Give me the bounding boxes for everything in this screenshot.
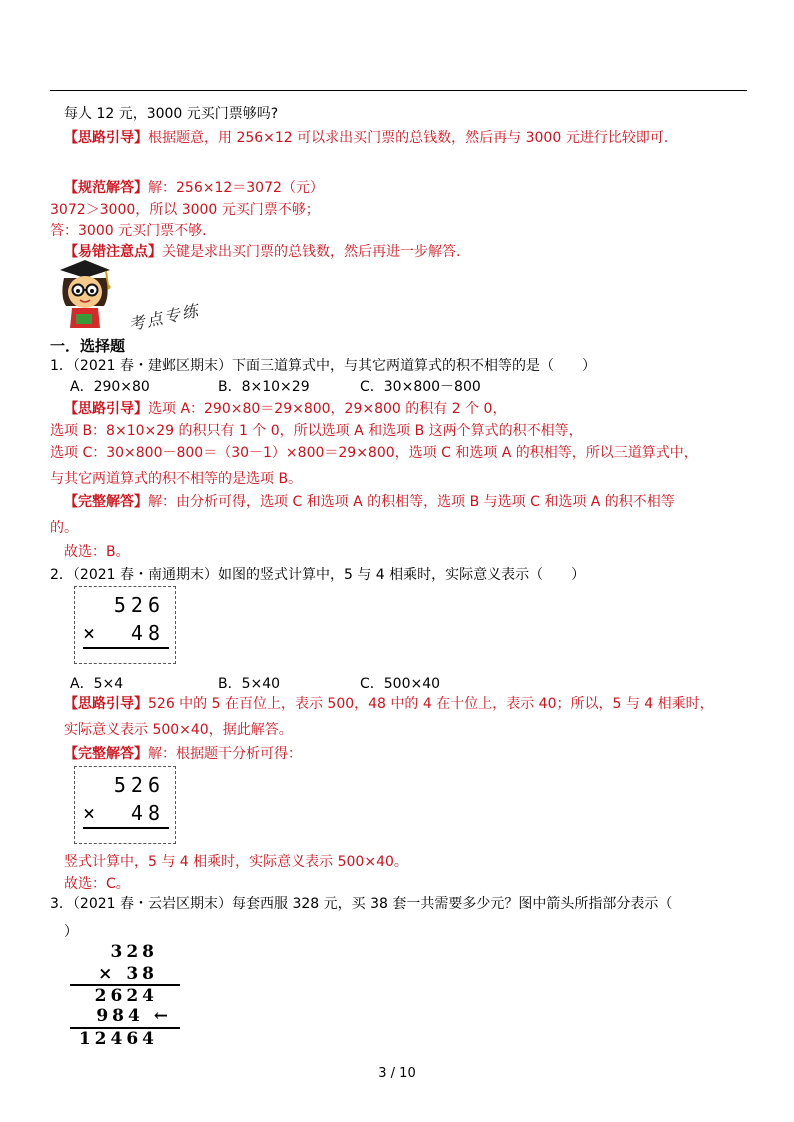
q1-hint-line-1 bbox=[64, 399, 506, 419]
caution-line bbox=[64, 242, 460, 262]
q1-hint-line-3: 选项 C：30×800－800＝（30－1）×800＝29×800，选项 C 和选项 A 的积相等，所以三道算式中， bbox=[50, 445, 698, 461]
caution-tag: 【易错注意点】 bbox=[64, 244, 162, 260]
q2-choice: 故选：C。 bbox=[64, 876, 130, 892]
q2-answer-vertical-calc bbox=[74, 766, 176, 844]
q2-hint-tag: 【思路引导】 bbox=[64, 696, 148, 712]
q2-option-c: C．500×40 bbox=[360, 676, 441, 692]
q3-stem bbox=[50, 894, 672, 914]
q1-choice: 故选：B。 bbox=[64, 544, 130, 560]
q3-stem-text: （2021 春・云岩区期末）每套西服 328 元，买 38 套一共需要多少元？图中箭头所指部分表示（ bbox=[72, 896, 673, 912]
page-number: 3 / 10 bbox=[378, 1066, 416, 1081]
solution-line-1 bbox=[64, 178, 324, 198]
q1-hint-line-4: 与其它两道算式的积不相等的是选项 B。 bbox=[50, 471, 303, 487]
mascot-label: 考点专练 bbox=[127, 300, 202, 335]
q2-stem bbox=[50, 565, 585, 585]
q1-option-b: B．8×10×29 bbox=[218, 379, 310, 395]
q1-stem-text: （2021 春・建邺区期末）下面三道算式中，与其它两道算式的积不相等的是（ ） bbox=[72, 358, 596, 374]
q2-option-b: B．5×40 bbox=[218, 676, 281, 692]
solution-line-2: 3072＞3000，所以 3000 元买门票不够； bbox=[50, 202, 320, 218]
section-title: 一．选择题 bbox=[50, 337, 126, 355]
q3-vertical-calc bbox=[70, 940, 180, 1050]
q2-answer-calc-op: × bbox=[83, 801, 96, 825]
q2-option-a: A．5×4 bbox=[70, 676, 124, 692]
q2-hint-text-1: 526 中的 5 在百位上，表示 500，48 中的 4 在十位上，表示 40；所以，5 与 4 相乘时， bbox=[148, 696, 714, 712]
solution-line-3: 答：3000 元买门票不够． bbox=[50, 223, 217, 239]
q2-answer-line-2: 竖式计算中，5 与 4 相乘时，实际意义表示 500×40。 bbox=[64, 854, 408, 870]
q1-hint-tag: 【思路引导】 bbox=[64, 401, 148, 417]
teacher-mascot-icon bbox=[50, 256, 120, 332]
hint-text: 根据题意，用 256×12 可以求出买门票的总钱数，然后再与 3000 元进行比较即可. bbox=[148, 130, 669, 146]
q2-answer-line-1 bbox=[64, 744, 302, 764]
q2-answer-calc-bottom: 48 bbox=[130, 801, 165, 825]
caution-text: 关键是求出买门票的总钱数，然后再进一步解答. bbox=[162, 244, 461, 260]
q2-answer-text-1: 解：根据题干分析可得： bbox=[148, 746, 302, 762]
q1-stem bbox=[50, 356, 596, 376]
q3-row-partial-1: 2624 bbox=[94, 986, 158, 1006]
q1-answer-text-1: 解：由分析可得，选项 C 和选项 A 的积相等，选项 B 与选项 C 和选项 A 的积不相等 bbox=[148, 494, 675, 510]
q3-row-product: 12464 bbox=[78, 1029, 158, 1049]
q1-hint-text-1: 选项 A：290×80＝29×800，29×800 的积有 2 个 0， bbox=[148, 401, 507, 417]
q2-vertical-calc bbox=[74, 586, 176, 664]
q1-answer-tag: 【完整解答】 bbox=[64, 494, 148, 510]
q1-answer-line-2: 的。 bbox=[50, 520, 78, 536]
q2-calc-rule bbox=[83, 647, 169, 649]
q3-stem-tail: ） bbox=[64, 924, 78, 940]
q2-stem-text: （2021 春・南通期末）如图的竖式计算中，5 与 4 相乘时，实际意义表示（ ） bbox=[72, 567, 586, 583]
q1-option-a: A．290×80 bbox=[70, 379, 150, 395]
q1-answer-line-1 bbox=[64, 492, 675, 512]
q1-number: 1． bbox=[50, 358, 73, 374]
q2-answer-tag: 【完整解答】 bbox=[64, 746, 148, 762]
q2-hint-line-2: 实际意义表示 500×40，据此解答。 bbox=[64, 722, 293, 738]
hint-line bbox=[64, 128, 668, 148]
question-tail: 每人 12 元，3000 元买门票够吗? bbox=[64, 106, 279, 122]
q3-row-multiplier: × 38 bbox=[98, 964, 158, 984]
q2-number: 2． bbox=[50, 567, 73, 583]
solution-tag: 【规范解答】 bbox=[64, 180, 148, 196]
solution-text-1: 解：256×12＝3072（元） bbox=[148, 180, 324, 196]
q2-calc-bottom: 48 bbox=[130, 621, 165, 645]
q1-hint-line-2: 选项 B：8×10×29 的积只有 1 个 0，所以选项 A 和选项 B 这两个算式的积不相等， bbox=[50, 423, 583, 439]
q3-row-multiplicand: 328 bbox=[110, 942, 158, 962]
q2-hint-line-1 bbox=[64, 694, 714, 714]
hint-tag: 【思路引导】 bbox=[64, 130, 148, 146]
q3-number: 3． bbox=[50, 896, 73, 912]
q1-option-c: C．30×800－800 bbox=[360, 379, 481, 395]
header-rule bbox=[50, 90, 747, 91]
q2-answer-calc-rule bbox=[83, 827, 169, 829]
q2-answer-calc-top: 526 bbox=[113, 773, 165, 797]
q2-calc-top: 526 bbox=[113, 593, 165, 617]
q3-row-partial-2: 984 ← bbox=[96, 1006, 172, 1026]
q2-calc-op: × bbox=[83, 621, 96, 645]
